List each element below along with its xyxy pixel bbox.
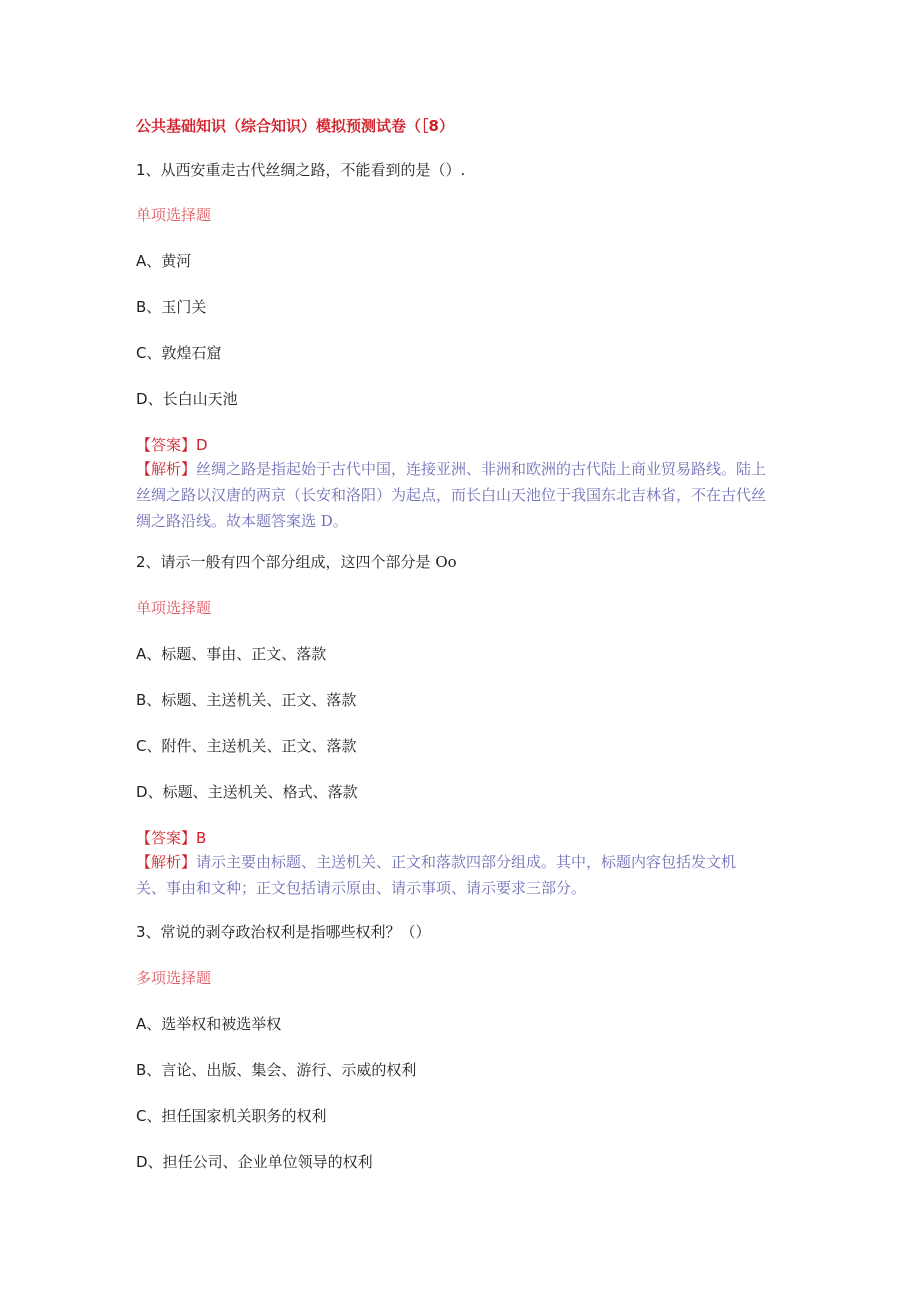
option-a xyxy=(136,644,326,664)
option-letter: C xyxy=(136,344,147,362)
answer-label: 【答案】 xyxy=(136,436,197,454)
option-letter: D xyxy=(136,1153,148,1171)
option-c xyxy=(136,736,357,756)
option-text: 标题、主送机关、格式、落款 xyxy=(162,783,358,801)
option-separator: 、 xyxy=(146,344,162,362)
option-b xyxy=(136,1060,416,1080)
option-text: 玉门关 xyxy=(161,298,207,316)
option-letter: C xyxy=(136,737,147,755)
option-letter: A xyxy=(136,645,147,663)
option-text: 敦煌石窟 xyxy=(161,344,222,362)
document-title: 公共基础知识（综合知识）模拟预测试卷（［8） xyxy=(136,117,454,135)
analysis-block xyxy=(136,456,796,534)
analysis-label: 【解析】 xyxy=(136,460,197,478)
option-a xyxy=(136,1014,281,1034)
analysis-label: 【解析】 xyxy=(136,853,197,871)
option-a xyxy=(136,251,191,271)
option-separator: 、 xyxy=(146,298,162,316)
question-type: 多项选择题 xyxy=(136,969,212,987)
option-text: 附件、主送机关、正文、落款 xyxy=(161,737,357,755)
answer-label: 【答案】 xyxy=(136,829,197,847)
option-separator: 、 xyxy=(146,737,162,755)
option-letter: D xyxy=(136,783,148,801)
option-separator: 、 xyxy=(146,1015,162,1033)
option-c xyxy=(136,1106,327,1126)
question-number: 3、 xyxy=(136,923,161,941)
option-separator: 、 xyxy=(146,1107,162,1125)
option-text: 言论、出版、集会、游行、示威的权利 xyxy=(161,1061,417,1079)
analysis-block xyxy=(136,849,796,901)
question-text: 常说的剥夺政治权利是指哪些权利？（） xyxy=(160,923,431,941)
question-2 xyxy=(136,552,457,572)
question-number: 1、 xyxy=(136,161,161,179)
option-text: 标题、主送机关、正文、落款 xyxy=(161,691,357,709)
option-separator: 、 xyxy=(147,1153,163,1171)
option-separator: 、 xyxy=(147,783,163,801)
option-letter: A xyxy=(136,252,147,270)
option-separator: 、 xyxy=(147,390,163,408)
question-type: 单项选择题 xyxy=(136,206,212,224)
answer-line xyxy=(136,435,208,455)
option-c xyxy=(136,343,222,363)
option-text: 担任公司、企业单位领导的权利 xyxy=(162,1153,373,1171)
option-b xyxy=(136,297,206,317)
option-text: 长白山天池 xyxy=(162,390,238,408)
analysis-line: 关、事由和文种；正文包括请示原由、请示事项、请示要求三部分。 xyxy=(136,879,587,897)
option-separator: 、 xyxy=(146,252,162,270)
question-text: 从西安重走古代丝绸之路，不能看到的是（）. xyxy=(160,161,466,179)
option-separator: 、 xyxy=(146,645,162,663)
question-3 xyxy=(136,922,431,942)
option-b xyxy=(136,690,356,710)
analysis-line: 丝绸之路以汉唐的两京（长安和洛阳）为起点，而长白山天池位于我国东北吉林省，不在古代丝 xyxy=(136,486,767,504)
option-d xyxy=(136,782,358,802)
analysis-line: 【解析】请示主要由标题、主送机关、正文和落款四部分组成。其中，标题内容包括发文机 xyxy=(136,853,737,871)
option-letter: B xyxy=(136,691,147,709)
option-letter: C xyxy=(136,1107,147,1125)
question-type: 单项选择题 xyxy=(136,599,212,617)
analysis-line: 【解析】丝绸之路是指起始于古代中国，连接亚洲、非洲和欧洲的古代陆上商业贸易路线。陆上 xyxy=(136,460,767,478)
option-letter: B xyxy=(136,298,147,316)
option-letter: A xyxy=(136,1015,147,1033)
answer-value: D xyxy=(196,436,208,454)
question-text: 请示一般有四个部分组成，这四个部分是 Oo xyxy=(160,553,457,571)
question-number: 2、 xyxy=(136,553,161,571)
analysis-line: 绸之路沿线。故本题答案选 D。 xyxy=(136,512,348,530)
option-text: 黄河 xyxy=(161,252,192,270)
option-d xyxy=(136,1152,373,1172)
option-separator: 、 xyxy=(146,691,162,709)
option-separator: 、 xyxy=(146,1061,162,1079)
option-letter: D xyxy=(136,390,148,408)
option-text: 担任国家机关职务的权利 xyxy=(161,1107,327,1125)
option-text: 选举权和被选举权 xyxy=(161,1015,282,1033)
option-letter: B xyxy=(136,1061,147,1079)
answer-line xyxy=(136,828,206,848)
option-text: 标题、事由、正文、落款 xyxy=(161,645,327,663)
option-d xyxy=(136,389,238,409)
answer-value: B xyxy=(196,829,207,847)
question-1 xyxy=(136,160,465,180)
